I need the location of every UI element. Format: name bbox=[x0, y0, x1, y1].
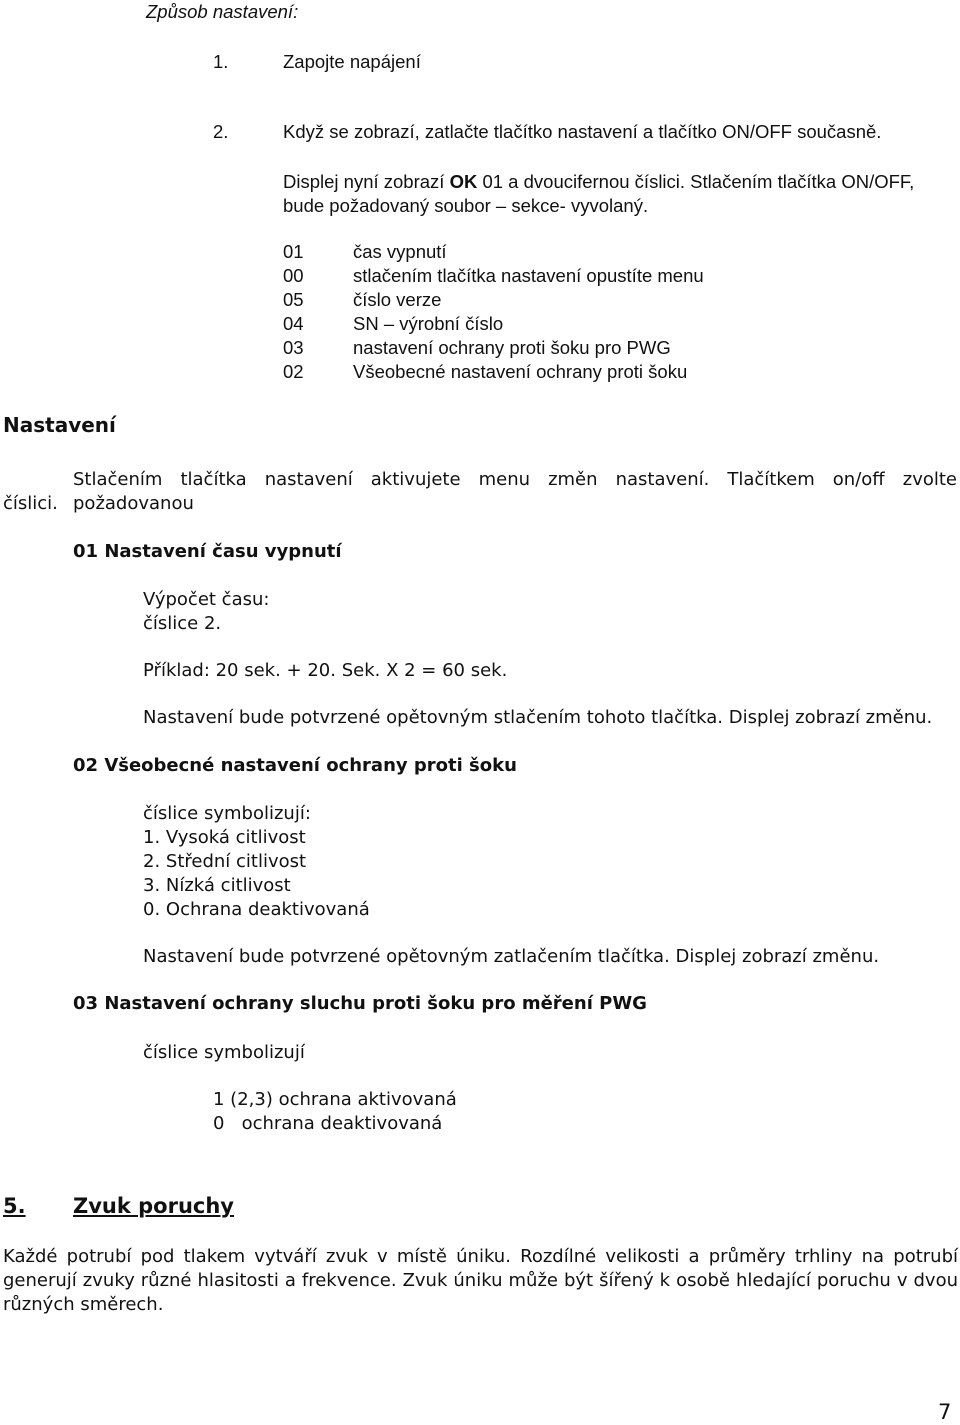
section-01-example: Příklad: 20 sek. + 20. Sek. X 2 = 60 sek. bbox=[143, 660, 508, 681]
list-item: 1. Vysoká citlivost bbox=[143, 827, 306, 848]
display-pre: Displej nyní zobrazí bbox=[283, 171, 450, 192]
section-5-number: 5. bbox=[3, 1194, 26, 1218]
section-02-title: 02 Všeobecné nastavení ochrany proti šoku bbox=[73, 755, 517, 776]
step-2-number: 2. bbox=[213, 121, 229, 142]
settings-intro-line-1: Stlačením tlačítka nastavení aktivujete menu změn nastavení. Tlačítkem on/off zvolte požadovanou bbox=[73, 469, 957, 514]
section-03-item-2: 0 ochrana deaktivovaná bbox=[213, 1113, 443, 1134]
settings-intro-line-2: číslici. bbox=[3, 493, 58, 514]
section-03-symbols: číslice symbolizují bbox=[143, 1042, 305, 1063]
list-item: 0. Ochrana deaktivovaná bbox=[143, 899, 370, 920]
section-03-item-1: 1 (2,3) ochrana aktivovaná bbox=[213, 1089, 457, 1110]
section-02-symbols: číslice symbolizují: bbox=[143, 803, 311, 824]
code-list bbox=[283, 240, 704, 384]
section-01-calc: Výpočet času: bbox=[143, 589, 270, 610]
code-text: Všeobecné nastavení ochrany proti šoku bbox=[353, 361, 688, 382]
code-number: 01 bbox=[283, 241, 304, 262]
list-item: 2. Střední citlivost bbox=[143, 851, 307, 872]
step-2-text: Když se zobrazí, zatlačte tlačítko nastavení a tlačítko ON/OFF současně. bbox=[283, 121, 882, 142]
display-line-1 bbox=[283, 170, 914, 194]
code-number: 03 bbox=[283, 337, 304, 358]
code-number: 05 bbox=[283, 289, 304, 310]
section-02-list bbox=[143, 826, 370, 922]
code-number: 04 bbox=[283, 313, 304, 334]
section-5-title: Zvuk poruchy bbox=[73, 1194, 234, 1218]
code-text: číslo verze bbox=[353, 289, 442, 310]
section-02-confirm: Nastavení bude potvrzené opětovným zatlačením tlačítka. Displej zobrazí změnu. bbox=[143, 946, 880, 967]
code-row bbox=[283, 288, 704, 312]
code-row bbox=[283, 312, 704, 336]
code-number: 00 bbox=[283, 265, 304, 286]
method-heading: Způsob nastavení: bbox=[146, 1, 299, 22]
code-row bbox=[283, 360, 704, 384]
section-5-paragraph: Každé potrubí pod tlakem vytváří zvuk v místě úniku. Rozdílné velikosti a průměry trhliny na potrubí generují zvuky různé hlasitosti a frekvence. Zvuk úniku může být šířený k osobě hledající poruchu v dvou různých směrech. bbox=[3, 1246, 958, 1315]
section-01-digit: číslice 2. bbox=[143, 613, 222, 634]
section-01-confirm: Nastavení bude potvrzené opětovným stlačením tohoto tlačítka. Displej zobrazí změnu. bbox=[143, 707, 933, 728]
page-number: 7 bbox=[938, 1400, 952, 1424]
code-text: čas vypnutí bbox=[353, 241, 447, 262]
code-text: nastavení ochrany proti šoku pro PWG bbox=[353, 337, 671, 358]
settings-heading: Nastavení bbox=[3, 413, 116, 437]
code-text: SN – výrobní číslo bbox=[353, 313, 504, 334]
display-line-2: bude požadovaný soubor – sekce- vyvolaný. bbox=[283, 195, 649, 216]
display-post: 01 a dvoucifernou číslici. Stlačením tlačítka ON/OFF, bbox=[477, 171, 915, 192]
section-03-title: 03 Nastavení ochrany sluchu proti šoku pro měření PWG bbox=[73, 993, 647, 1014]
list-item: 3. Nízká citlivost bbox=[143, 875, 291, 896]
section-01-title: 01 Nastavení času vypnutí bbox=[73, 541, 342, 562]
code-row bbox=[283, 264, 704, 288]
step-1-number: 1. bbox=[213, 51, 229, 72]
code-row bbox=[283, 240, 704, 264]
code-text: stlačením tlačítka nastavení opustíte menu bbox=[353, 265, 704, 286]
code-row bbox=[283, 336, 704, 360]
step-1-text: Zapojte napájení bbox=[283, 51, 421, 72]
display-ok: OK bbox=[449, 171, 478, 192]
code-number: 02 bbox=[283, 361, 304, 382]
